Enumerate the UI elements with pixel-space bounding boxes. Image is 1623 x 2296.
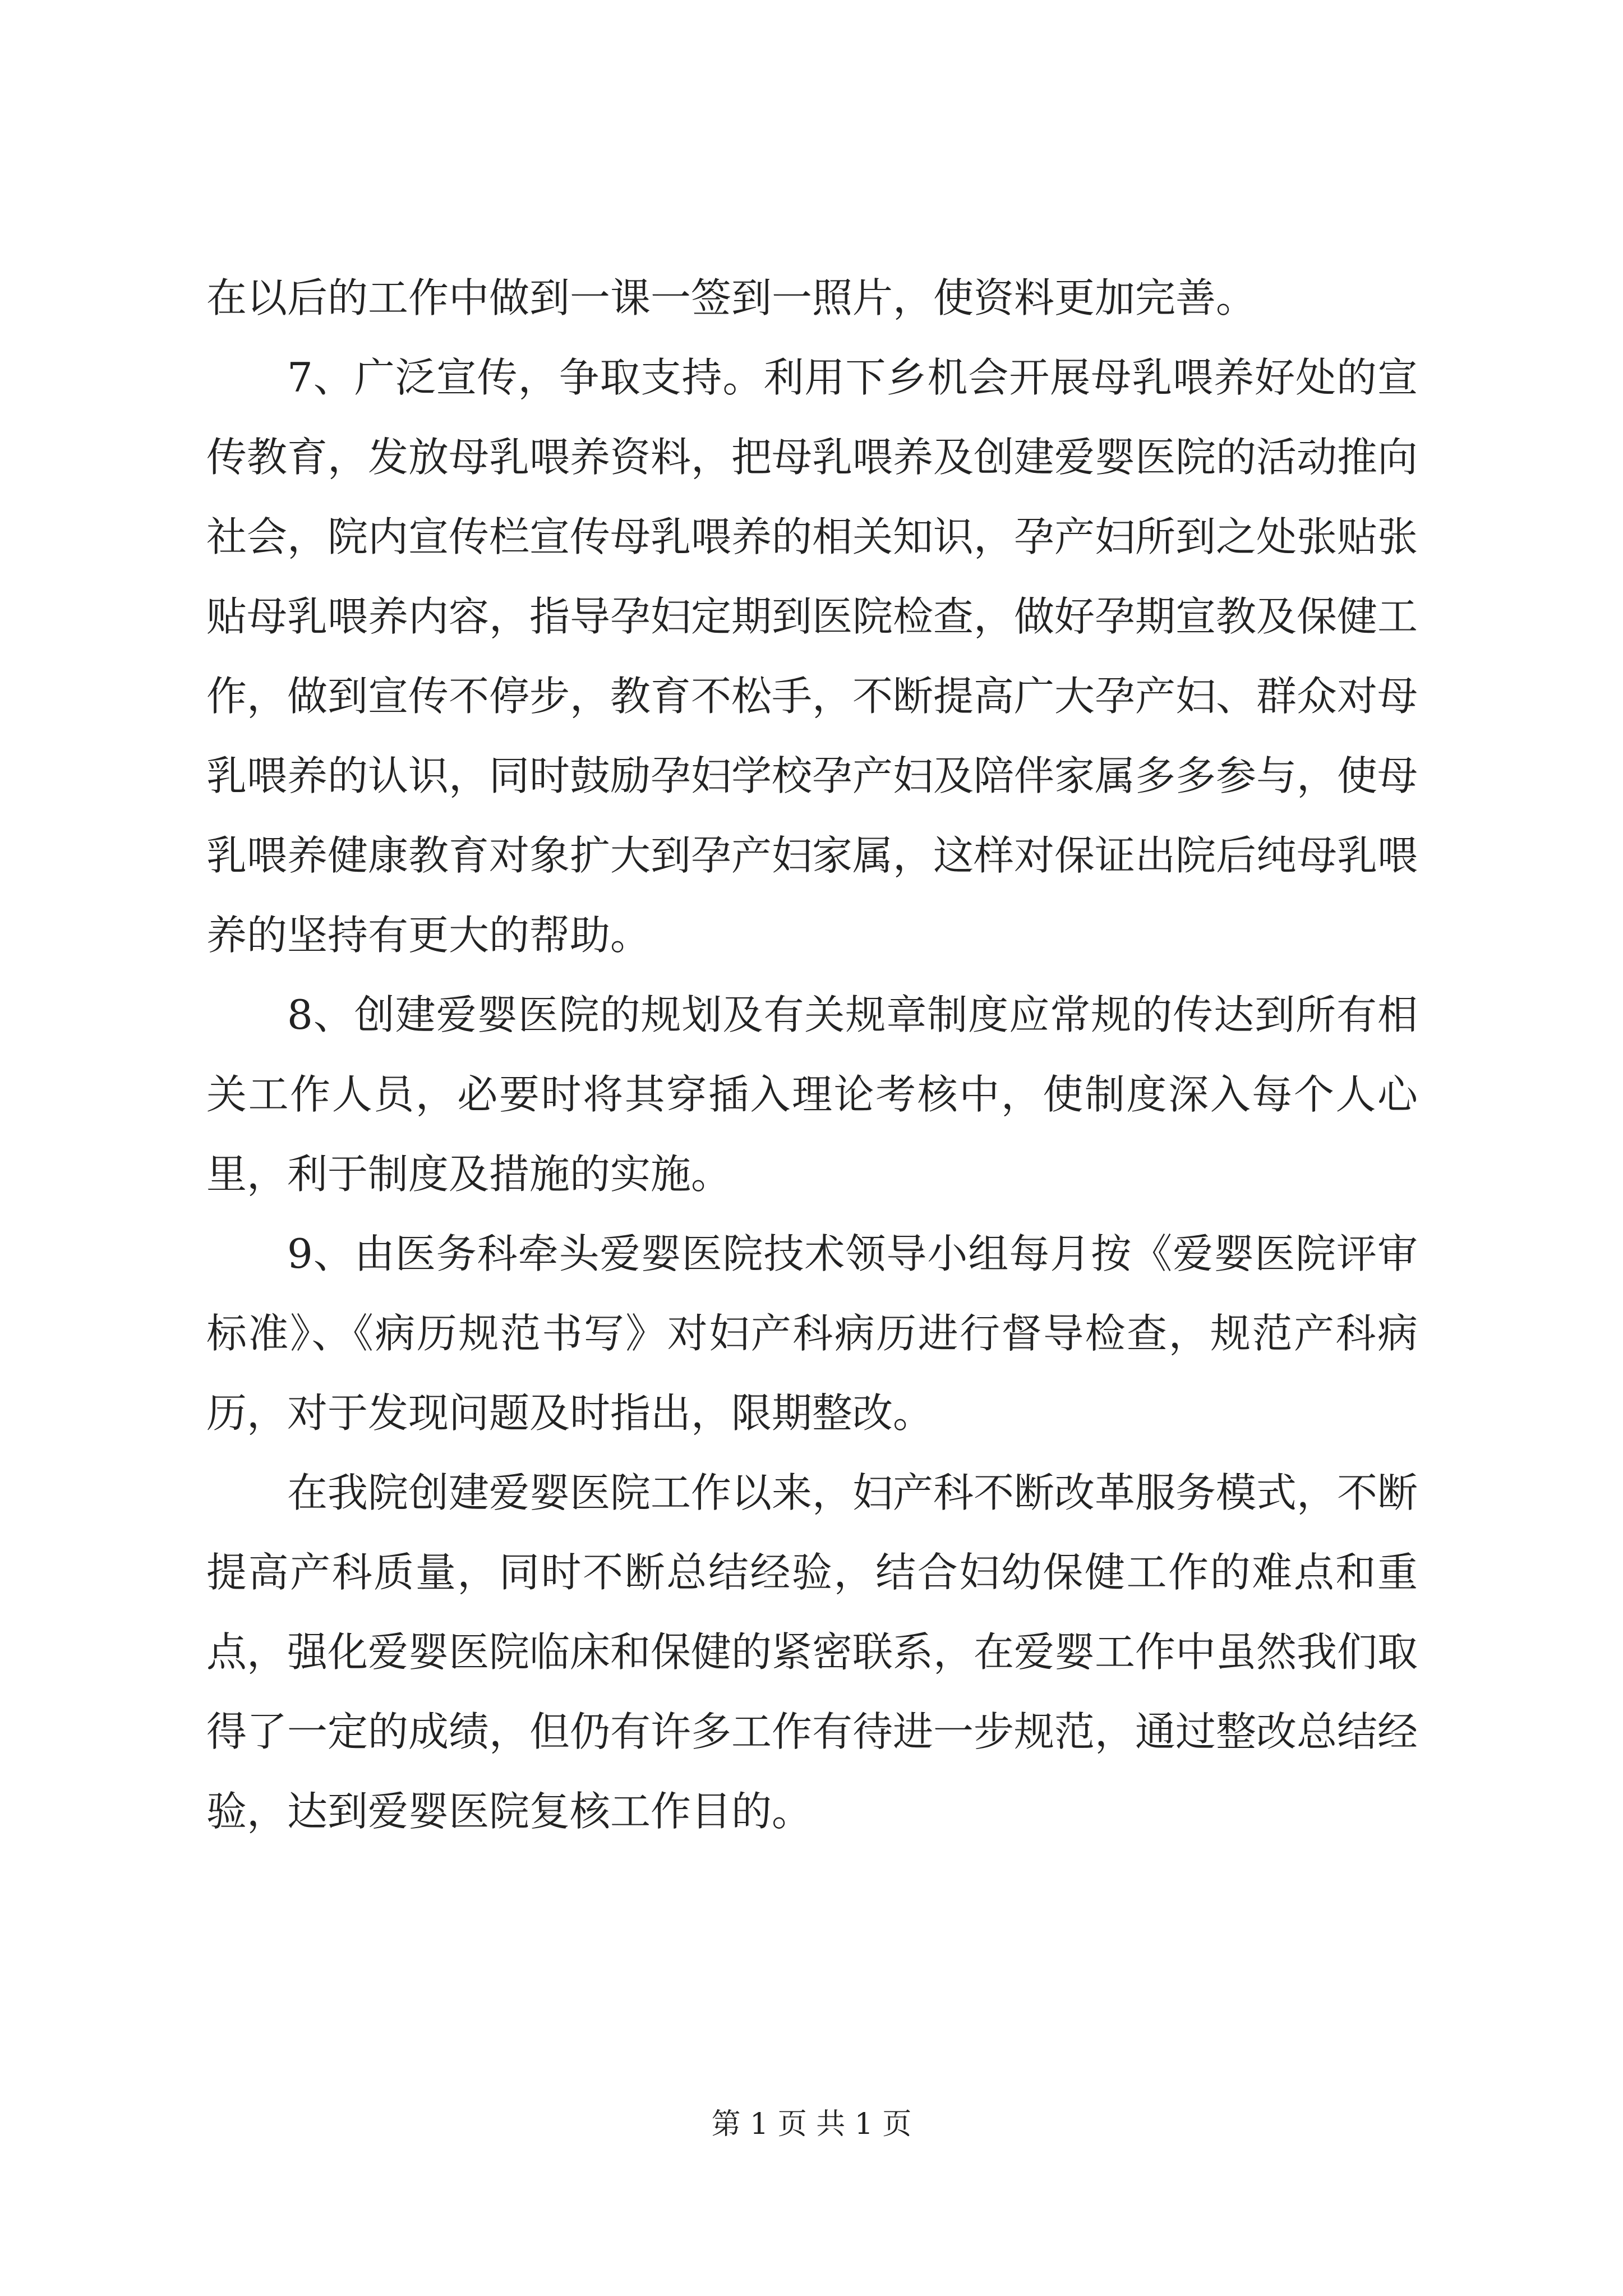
paragraph-item-9: 9、由医务科牵头爱婴医院技术领导小组每月按《爱婴医院评审标准》、《病历规范书写》对妇产科病历进行督导检查，规范产科病历，对于发现问题及时指出，限期整改。	[206, 1230, 1418, 1437]
paragraph-item-8: 8、创建爱婴医院的规划及有关规章制度应常规的传达到所有相关工作人员，必要时将其穿插入理论考核中，使制度深入每个人心里，利于制度及措施的实施。	[206, 991, 1418, 1198]
document-body	[206, 258, 1418, 1851]
paragraph-conclusion: 在我院创建爱婴医院工作以来，妇产科不断改革服务模式，不断提高产科质量，同时不断总结经验，结合妇幼保健工作的难点和重点，强化爱婴医院临床和保健的紧密联系，在爱婴工作中虽然我们取得了一定的成绩，但仍有许多工作有待进一步规范，通过整改总结经验，达到爱婴医院复核工作目的。	[206, 1469, 1418, 1835]
paragraph-item-7: 7、广泛宣传，争取支持。利用下乡机会开展母乳喂养好处的宣传教育，发放母乳喂养资料，把母乳喂养及创建爱婴医院的活动推向社会，院内宣传栏宣传母乳喂养的相关知识，孕产妇所到之处张贴张贴母乳喂养内容，指导孕妇定期到医院检查，做好孕期宣教及保健工作，做到宣传不停步，教育不松手，不断提高广大孕产妇、群众对母乳喂养的认识，同时鼓励孕妇学校孕产妇及陪伴家属多多参与，使母乳喂养健康教育对象扩大到孕产妇家属，这样对保证出院后纯母乳喂养的坚持有更大的帮助。	[206, 354, 1418, 959]
paragraph-continuation: 在以后的工作中做到一课一签到一照片，使资料更加完善。	[206, 274, 1257, 321]
page-footer: 第 1 页 共 1 页	[711, 2108, 912, 2141]
